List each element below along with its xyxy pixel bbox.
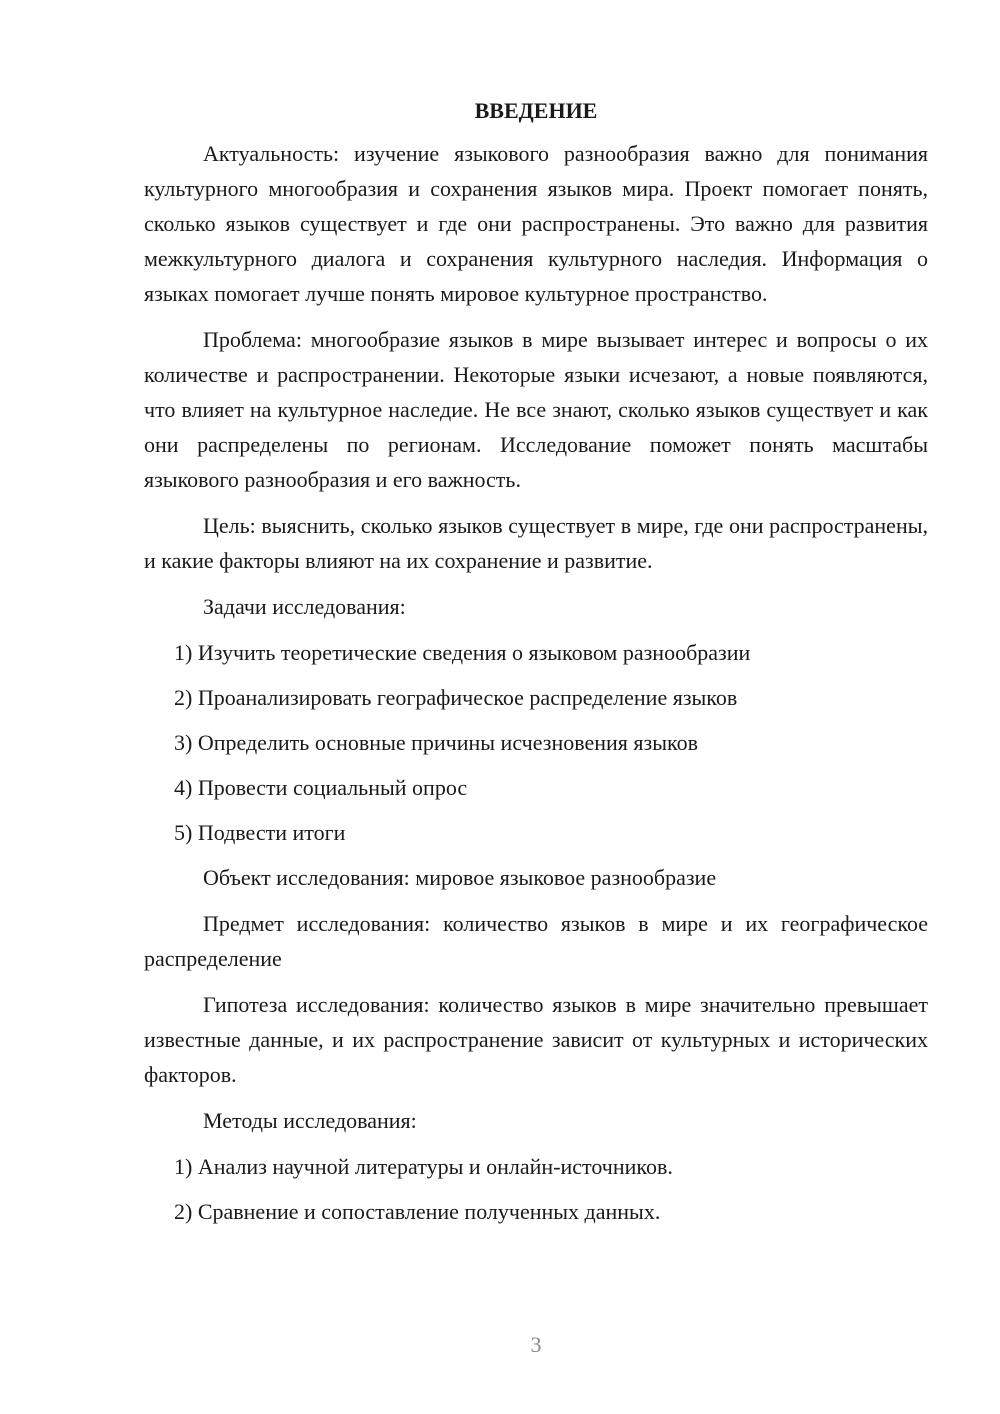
problem-paragraph: Проблема: многообразие языков в мире вызывает интерес и вопросы о их количестве и распространении. Некоторые языки исчезают, а новые появляются, что влияет на культурное наследие. Не все знают, сколько языков существует и как они распределены по регионам. Исследование поможет понять масштабы языкового разнообразия и его важность. <box>144 327 928 492</box>
list-item: 2) Проанализировать географическое распределение языков <box>174 685 738 710</box>
page-number: 3 <box>530 1332 542 1357</box>
document-page <box>144 96 928 1239</box>
goal-paragraph: Цель: выяснить, сколько языков существует в мире, где они распространены, и какие факторы влияют на их сохранение и развитие. <box>144 513 928 573</box>
relevance-paragraph: Актуальность: изучение языкового разнообразия важно для понимания культурного многообразия и сохранения языков мира. Проект помогает понять, сколько языков существует и где они распространены. Это важно для развития межкультурного диалога и сохранения культурного наследия. Информация о языках помогает лучше понять мировое культурное пространство. <box>144 141 928 306</box>
list-item: 5) Подвести итоги <box>174 820 346 845</box>
tasks-heading: Задачи исследования: <box>203 594 406 619</box>
list-item: 3) Определить основные причины исчезновения языков <box>174 730 698 755</box>
methods-heading: Методы исследования: <box>203 1108 417 1133</box>
list-item: 1) Изучить теоретические сведения о языковом разнообразии <box>174 640 751 665</box>
list-item: 2) Сравнение и сопоставление полученных данных. <box>174 1199 661 1224</box>
list-item: 4) Провести социальный опрос <box>174 775 468 800</box>
tasks-list <box>144 635 928 850</box>
page-title: ВВЕДЕНИЕ <box>474 98 598 123</box>
hypothesis-paragraph: Гипотеза исследования: количество языков в мире значительно превышает известные данные, и их распространение зависит от культурных и исторических факторов. <box>144 992 928 1087</box>
methods-list <box>144 1149 928 1229</box>
object-paragraph: Объект исследования: мировое языковое разнообразие <box>203 865 717 890</box>
list-item: 1) Анализ научной литературы и онлайн-источников. <box>174 1154 673 1179</box>
subject-paragraph: Предмет исследования: количество языков в мире и их географическое распределение <box>144 911 928 971</box>
